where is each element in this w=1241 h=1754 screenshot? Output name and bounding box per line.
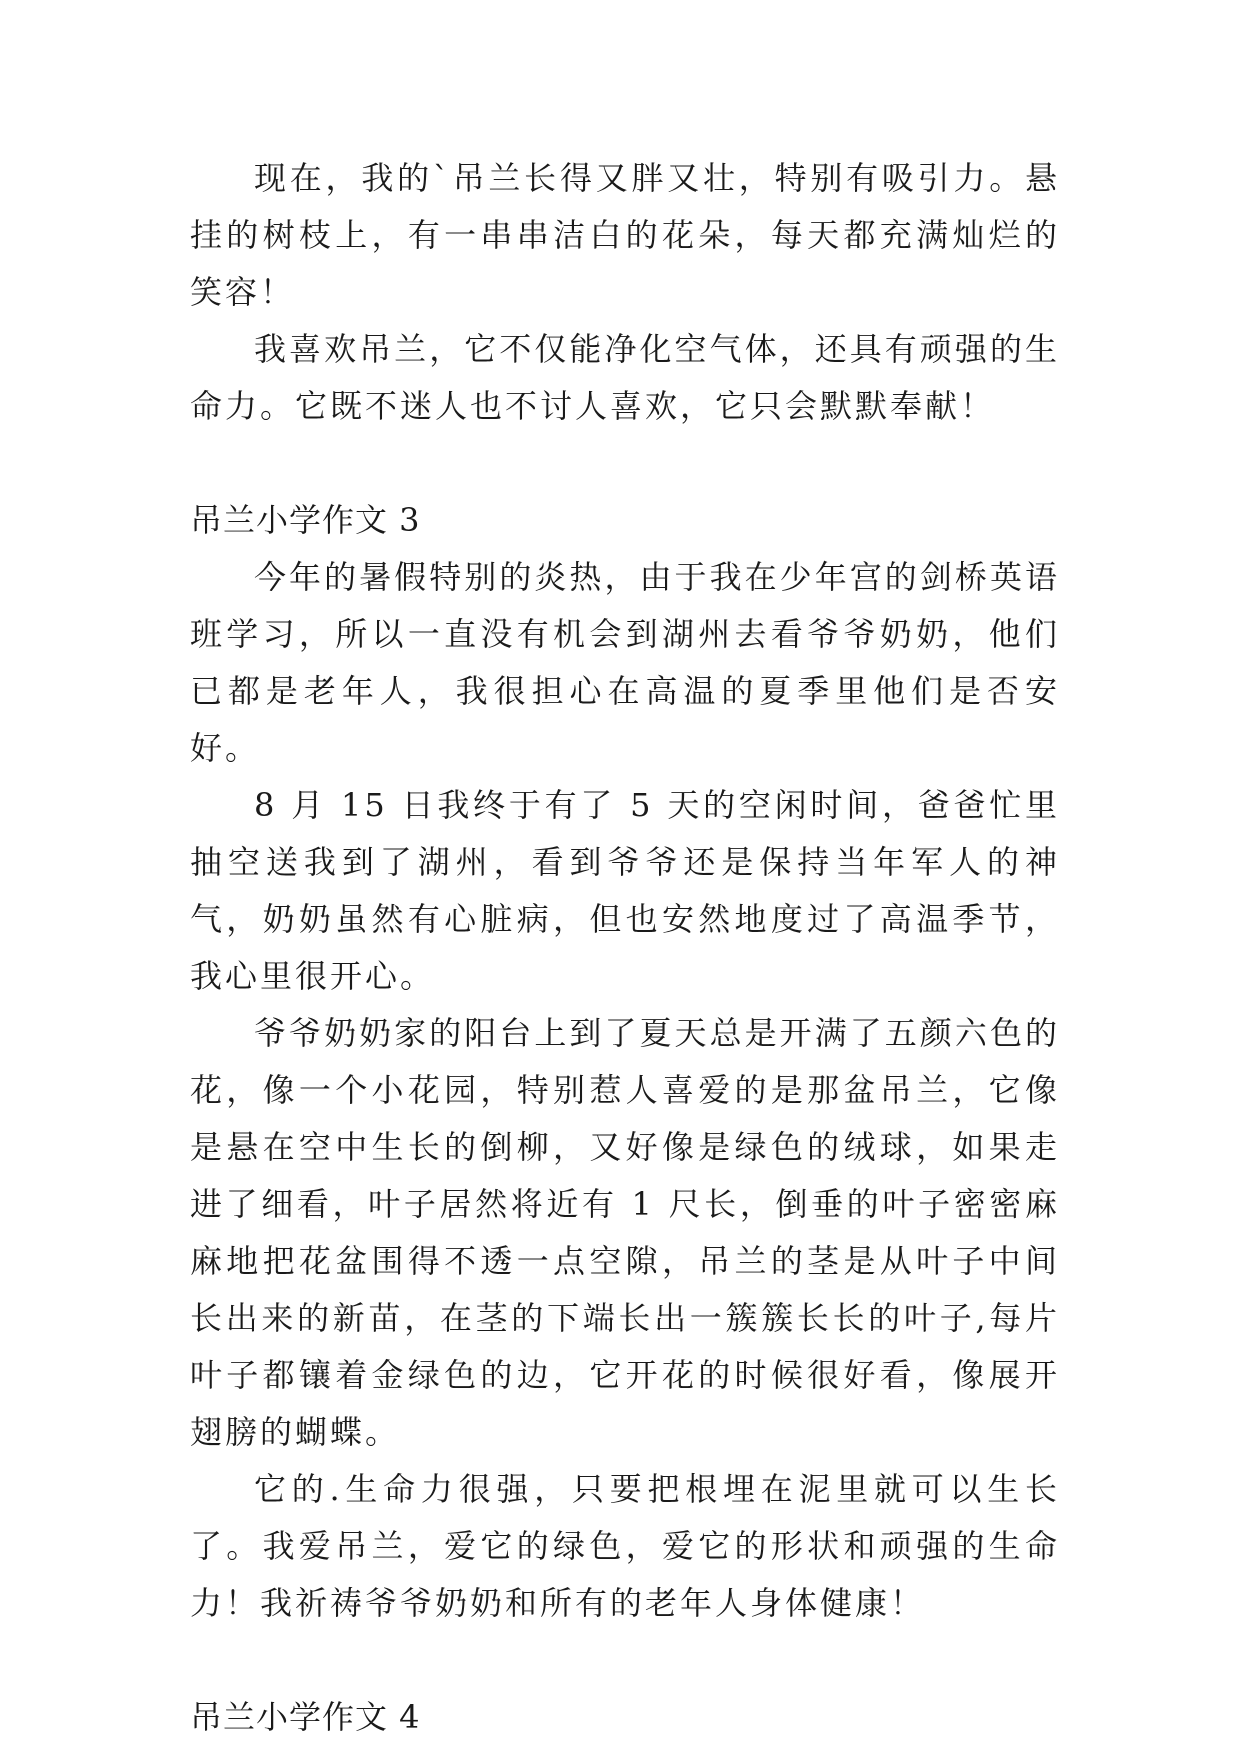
section-gap: [190, 1632, 1060, 1689]
paragraph-like-spider-plant: 我喜欢吊兰，它不仅能净化空气体，还具有顽强的生命力。它既不迷人也不讨人喜欢，它只会默默奉献！: [190, 330, 1060, 425]
paragraph-hanging-flowers: 现在，我的`吊兰长得又胖又壮，特别有吸引力。悬挂的树枝上，有一串串洁白的花朵，每天都充满灿烂的笑容！: [190, 159, 1060, 311]
document-body: [190, 150, 1060, 1746]
section-heading-essay-3: 吊兰小学作文 3: [190, 501, 421, 539]
paragraph-balcony-garden: 爷爷奶奶家的阳台上到了夏天总是开满了五颜六色的花，像一个小花园，特别惹人喜爱的是那盆吊兰，它像是悬在空中生长的倒柳，又好像是绿色的绒球，如果走进了细看，叶子居然将近有 1 尺长，倒垂的叶子密密麻麻地把花盆围得不透一点空隙，吊兰的茎是从叶子中间长出来的新苗，在茎的下端长出一簇簇长长的叶子,每片叶子都镶着金绿色的边，它开花的时候很好看，像展开翅膀的蝴蝶。: [190, 1014, 1060, 1451]
paragraph-vitality: 它的.生命力很强，只要把根埋在泥里就可以生长了。我爱吊兰，爱它的绿色，爱它的形状和顽强的生命力！我祈祷爷爷奶奶和所有的老年人身体健康！: [190, 1470, 1060, 1622]
section-heading-essay-4: 吊兰小学作文 4: [190, 1698, 421, 1736]
paragraph-summer-vacation: 今年的暑假特别的炎热，由于我在少年宫的剑桥英语班学习，所以一直没有机会到湖州去看爷爷奶奶，他们已都是老年人，我很担心在高温的夏季里他们是否安好。: [190, 558, 1060, 767]
section-gap: [190, 435, 1060, 492]
paragraph-visit-huzhou: 8 月 15 日我终于有了 5 天的空闲时间，爸爸忙里抽空送我到了湖州，看到爷爷还是保持当年军人的神气，奶奶虽然有心脏病，但也安然地度过了高温季节，我心里很开心。: [190, 786, 1060, 995]
